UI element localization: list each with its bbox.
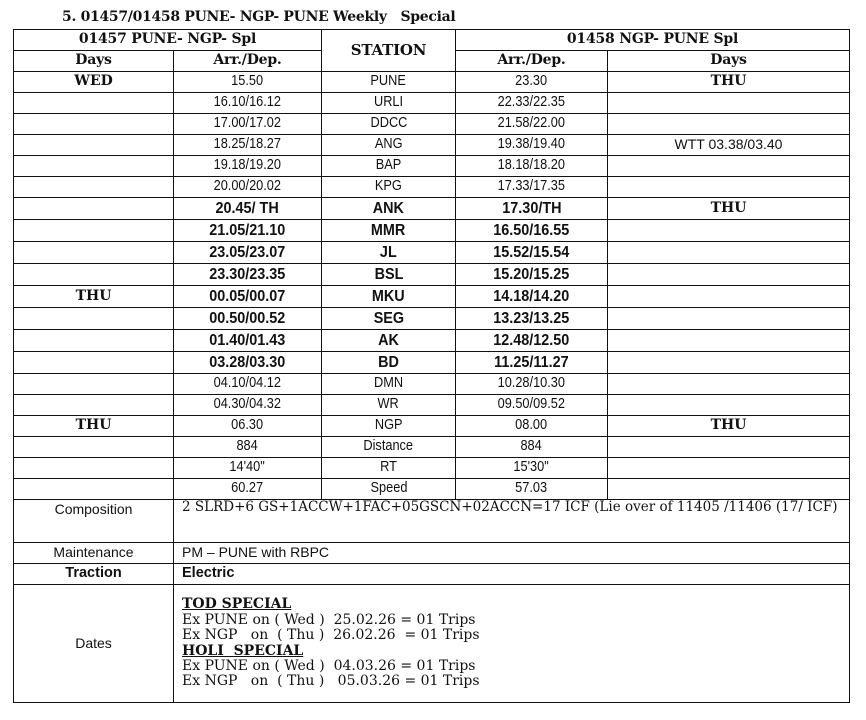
station-cell-text: URLI	[373, 94, 404, 111]
up-time-cell	[174, 330, 322, 352]
station-cell-text: NGP	[374, 417, 403, 434]
down-time-cell	[456, 330, 608, 352]
up-time-cell-text: 15.50	[231, 73, 264, 90]
summary-up-value-text: 14'40"	[229, 459, 266, 476]
traction-label: Traction	[14, 564, 174, 585]
down-day-cell-text: WTT 03.38/03.40	[674, 136, 783, 153]
down-time-cell-text: 12.48/12.50	[493, 331, 570, 349]
down-days-header: Days	[608, 51, 850, 72]
composition-row	[14, 500, 850, 543]
summary-label-text: Distance	[363, 438, 414, 455]
down-time-cell-text: 10.28/10.30	[497, 375, 566, 392]
summary-up-value-text: 884	[236, 438, 259, 455]
down-time-cell-text: 11.25/11.27	[494, 353, 569, 371]
up-day-cell	[14, 352, 174, 374]
up-time-cell	[174, 416, 322, 437]
down-time-cell	[456, 395, 608, 416]
up-day-cell	[14, 198, 174, 220]
down-time-cell	[456, 135, 608, 156]
schedule-row	[14, 93, 850, 114]
station-cell	[322, 198, 456, 220]
down-time-cell-text: 18.18/18.20	[497, 157, 566, 174]
down-time-cell	[456, 220, 608, 242]
page-title: 5. 01457/01458 PUNE- NGP- PUNE Weekly Special	[62, 9, 456, 25]
schedule-row	[14, 416, 850, 437]
down-day-cell	[608, 242, 850, 264]
composition-value: 2 SLRD+6 GS+1ACCW+1FAC+05GSCN+02ACCN=17 ICF (Lie over of 11405 /11406 (17/ ICF)	[174, 500, 850, 543]
down-time-cell	[456, 264, 608, 286]
up-time-cell	[174, 242, 322, 264]
summary-down-value-text: 884	[520, 438, 543, 455]
down-time-cell-text: 15.20/15.25	[493, 265, 570, 283]
schedule-row	[14, 220, 850, 242]
up-day-cell	[14, 374, 174, 395]
up-day-cell	[14, 395, 174, 416]
holi-trip-pune: Ex PUNE on ( Wed ) 04.03.26 = 01 Trips	[182, 657, 476, 674]
up-day-cell: THU	[14, 416, 174, 437]
station-cell-text: AK	[378, 331, 399, 349]
down-time-cell-text: 15.52/15.54	[493, 243, 570, 261]
up-day-cell	[14, 264, 174, 286]
tod-special-heading: TOD SPECIAL	[182, 596, 292, 613]
down-time-cell-text: 16.50/16.55	[493, 221, 570, 239]
summary-row-speed	[14, 479, 850, 500]
up-time-cell	[174, 374, 322, 395]
up-day-cell	[14, 114, 174, 135]
traction-row	[14, 564, 850, 585]
down-day-cell	[608, 308, 850, 330]
up-time-cell	[174, 286, 322, 308]
summary-down-value	[456, 437, 608, 458]
up-time-cell	[174, 177, 322, 198]
station-cell	[322, 242, 456, 264]
holi-special-heading: HOLI SPECIAL	[182, 642, 304, 659]
down-day-cell	[608, 93, 850, 114]
station-cell-text: ANK	[372, 199, 405, 217]
down-train-header: 01458 NGP- PUNE Spl	[456, 30, 850, 51]
station-cell	[322, 72, 456, 93]
up-time-cell	[174, 308, 322, 330]
tod-trip-pune: Ex PUNE on ( Wed ) 25.02.26 = 01 Trips	[182, 611, 476, 628]
down-time-cell	[456, 308, 608, 330]
down-time-cell	[456, 93, 608, 114]
down-time-cell	[456, 416, 608, 437]
down-day-cell: THU	[608, 72, 850, 93]
up-days-header: Days	[14, 51, 174, 72]
station-cell	[322, 308, 456, 330]
schedule-row	[14, 72, 850, 93]
down-time-cell-text: 09.50/09.52	[497, 396, 566, 413]
up-time-cell	[174, 72, 322, 93]
holi-trip-ngp: Ex NGP on ( Thu ) 05.03.26 = 01 Trips	[182, 673, 480, 690]
schedule-row	[14, 242, 850, 264]
down-day-cell	[608, 374, 850, 395]
down-day-cell	[608, 352, 850, 374]
station-cell	[322, 177, 456, 198]
up-time-cell	[174, 135, 322, 156]
summary-empty-right	[608, 437, 850, 458]
station-cell	[322, 93, 456, 114]
summary-label	[322, 437, 456, 458]
station-cell	[322, 264, 456, 286]
down-time-cell-text: 21.58/22.00	[497, 115, 566, 132]
station-cell-text: JL	[380, 243, 397, 261]
up-time-cell-text: 18.25/18.27	[213, 136, 282, 153]
summary-down-value	[456, 479, 608, 500]
down-day-cell	[608, 395, 850, 416]
station-cell-text: DDCC	[370, 115, 407, 132]
up-day-cell	[14, 177, 174, 198]
up-time-cell	[174, 93, 322, 114]
station-cell-text: BAP	[375, 157, 402, 174]
down-time-cell	[456, 72, 608, 93]
dates-value	[174, 585, 850, 703]
station-cell-text: DMN	[373, 375, 404, 392]
summary-empty-left	[14, 437, 174, 458]
up-time-cell-text: 04.10/04.12	[213, 375, 282, 392]
up-time-cell-text: 00.05/00.07	[209, 287, 286, 305]
station-cell-text: SEG	[373, 309, 404, 327]
schedule-row	[14, 308, 850, 330]
station-cell	[322, 395, 456, 416]
summary-up-value	[174, 458, 322, 479]
up-time-cell	[174, 395, 322, 416]
dates-row	[14, 585, 850, 703]
up-day-cell	[14, 156, 174, 177]
schedule-row	[14, 395, 850, 416]
schedule-row	[14, 135, 850, 156]
station-cell	[322, 220, 456, 242]
down-time-cell-text: 19.38/19.40	[497, 136, 566, 153]
up-time-cell-text: 23.30/23.35	[209, 265, 286, 283]
summary-down-value	[456, 458, 608, 479]
summary-down-value-text: 57.03	[515, 480, 548, 497]
schedule-row	[14, 352, 850, 374]
summary-label	[322, 458, 456, 479]
summary-empty-right	[608, 479, 850, 500]
up-time-cell-text: 23.05/23.07	[209, 243, 286, 261]
summary-up-value-text: 60.27	[231, 480, 264, 497]
schedule-row	[14, 156, 850, 177]
up-day-cell	[14, 220, 174, 242]
schedule-row	[14, 374, 850, 395]
down-time-cell-text: 22.33/22.35	[497, 94, 566, 111]
down-time-cell	[456, 177, 608, 198]
station-cell	[322, 352, 456, 374]
down-day-cell	[608, 114, 850, 135]
station-header: STATION	[322, 30, 456, 72]
down-time-cell-text: 08.00	[515, 417, 548, 434]
up-day-cell	[14, 93, 174, 114]
up-time-cell-text: 04.30/04.32	[213, 396, 282, 413]
station-cell-text: ANG	[374, 136, 403, 153]
station-cell-text: WR	[377, 396, 400, 413]
summary-empty-right	[608, 458, 850, 479]
up-train-header: 01457 PUNE- NGP- Spl	[14, 30, 322, 51]
station-cell-text: MMR	[371, 221, 406, 239]
up-day-cell	[14, 308, 174, 330]
summary-up-value	[174, 479, 322, 500]
down-day-cell: THU	[608, 416, 850, 437]
station-cell	[322, 156, 456, 177]
up-day-cell	[14, 135, 174, 156]
station-cell	[322, 330, 456, 352]
up-time-cell-text: 06.30	[231, 417, 264, 434]
down-day-cell	[608, 177, 850, 198]
down-day-cell	[608, 220, 850, 242]
tod-trip-ngp: Ex NGP on ( Thu ) 26.02.26 = 01 Trips	[182, 627, 480, 644]
up-time-cell-text: 03.28/03.30	[209, 353, 286, 371]
timetable	[13, 29, 850, 703]
down-time-cell	[456, 114, 608, 135]
up-time-cell-text: 20.00/20.02	[213, 178, 282, 195]
down-time-cell-text: 17.30/TH	[501, 199, 562, 217]
up-time-cell	[174, 156, 322, 177]
down-day-cell	[608, 264, 850, 286]
summary-up-value	[174, 437, 322, 458]
up-time-cell-text: 20.45/ TH	[215, 199, 280, 217]
maintenance-value: PM – PUNE with RBPC	[174, 543, 850, 564]
down-day-cell	[608, 330, 850, 352]
station-cell	[322, 135, 456, 156]
down-day-cell	[608, 135, 850, 156]
maintenance-row	[14, 543, 850, 564]
header-row-trains	[14, 30, 850, 51]
down-time-cell	[456, 374, 608, 395]
maintenance-label: Maintenance	[14, 543, 174, 564]
summary-empty-left	[14, 458, 174, 479]
down-time-cell	[456, 198, 608, 220]
composition-label: Composition	[14, 500, 174, 543]
up-time-cell-text: 17.00/17.02	[213, 115, 282, 132]
dates-label: Dates	[14, 585, 174, 703]
up-time-cell	[174, 114, 322, 135]
station-cell-text: BSL	[374, 265, 403, 283]
summary-label	[322, 479, 456, 500]
up-time-cell-text: 01.40/01.43	[209, 331, 286, 349]
down-time-cell	[456, 156, 608, 177]
station-cell-text: KPG	[375, 178, 402, 195]
up-time-cell	[174, 220, 322, 242]
schedule-row	[14, 198, 850, 220]
schedule-row	[14, 264, 850, 286]
up-day-cell: WED	[14, 72, 174, 93]
up-day-cell: THU	[14, 286, 174, 308]
station-cell	[322, 374, 456, 395]
down-time-cell	[456, 352, 608, 374]
up-time-cell-text: 00.50/00.52	[209, 309, 286, 327]
summary-row-distance	[14, 437, 850, 458]
schedule-row	[14, 286, 850, 308]
schedule-row	[14, 114, 850, 135]
down-day-cell	[608, 156, 850, 177]
schedule-row	[14, 177, 850, 198]
up-time-cell-text: 16.10/16.12	[213, 94, 282, 111]
summary-down-value-text: 15'30"	[513, 459, 550, 476]
summary-empty-left	[14, 479, 174, 500]
station-cell-text: BD	[378, 353, 399, 371]
station-cell	[322, 286, 456, 308]
down-time-cell-text: 23.30	[515, 73, 548, 90]
station-cell-text: PUNE	[370, 73, 407, 90]
up-day-cell	[14, 330, 174, 352]
station-cell	[322, 114, 456, 135]
summary-row-rt	[14, 458, 850, 479]
up-time-cell	[174, 264, 322, 286]
down-day-cell	[608, 286, 850, 308]
up-time-cell-text: 19.18/19.20	[213, 157, 282, 174]
down-time-cell	[456, 242, 608, 264]
up-day-cell	[14, 242, 174, 264]
up-arrdep-header: Arr./Dep.	[174, 51, 322, 72]
down-time-cell-text: 14.18/14.20	[493, 287, 570, 305]
down-time-cell	[456, 286, 608, 308]
down-time-cell-text: 13.23/13.25	[493, 309, 570, 327]
station-cell-text: MKU	[372, 287, 405, 305]
down-time-cell-text: 17.33/17.35	[497, 178, 566, 195]
summary-label-text: Speed	[370, 480, 407, 497]
up-time-cell	[174, 198, 322, 220]
traction-value: Electric	[174, 564, 850, 585]
down-arrdep-header: Arr./Dep.	[456, 51, 608, 72]
summary-label-text: RT	[380, 459, 397, 476]
up-time-cell	[174, 352, 322, 374]
up-time-cell-text: 21.05/21.10	[209, 221, 286, 239]
down-day-cell: THU	[608, 198, 850, 220]
schedule-row	[14, 330, 850, 352]
station-cell	[322, 416, 456, 437]
